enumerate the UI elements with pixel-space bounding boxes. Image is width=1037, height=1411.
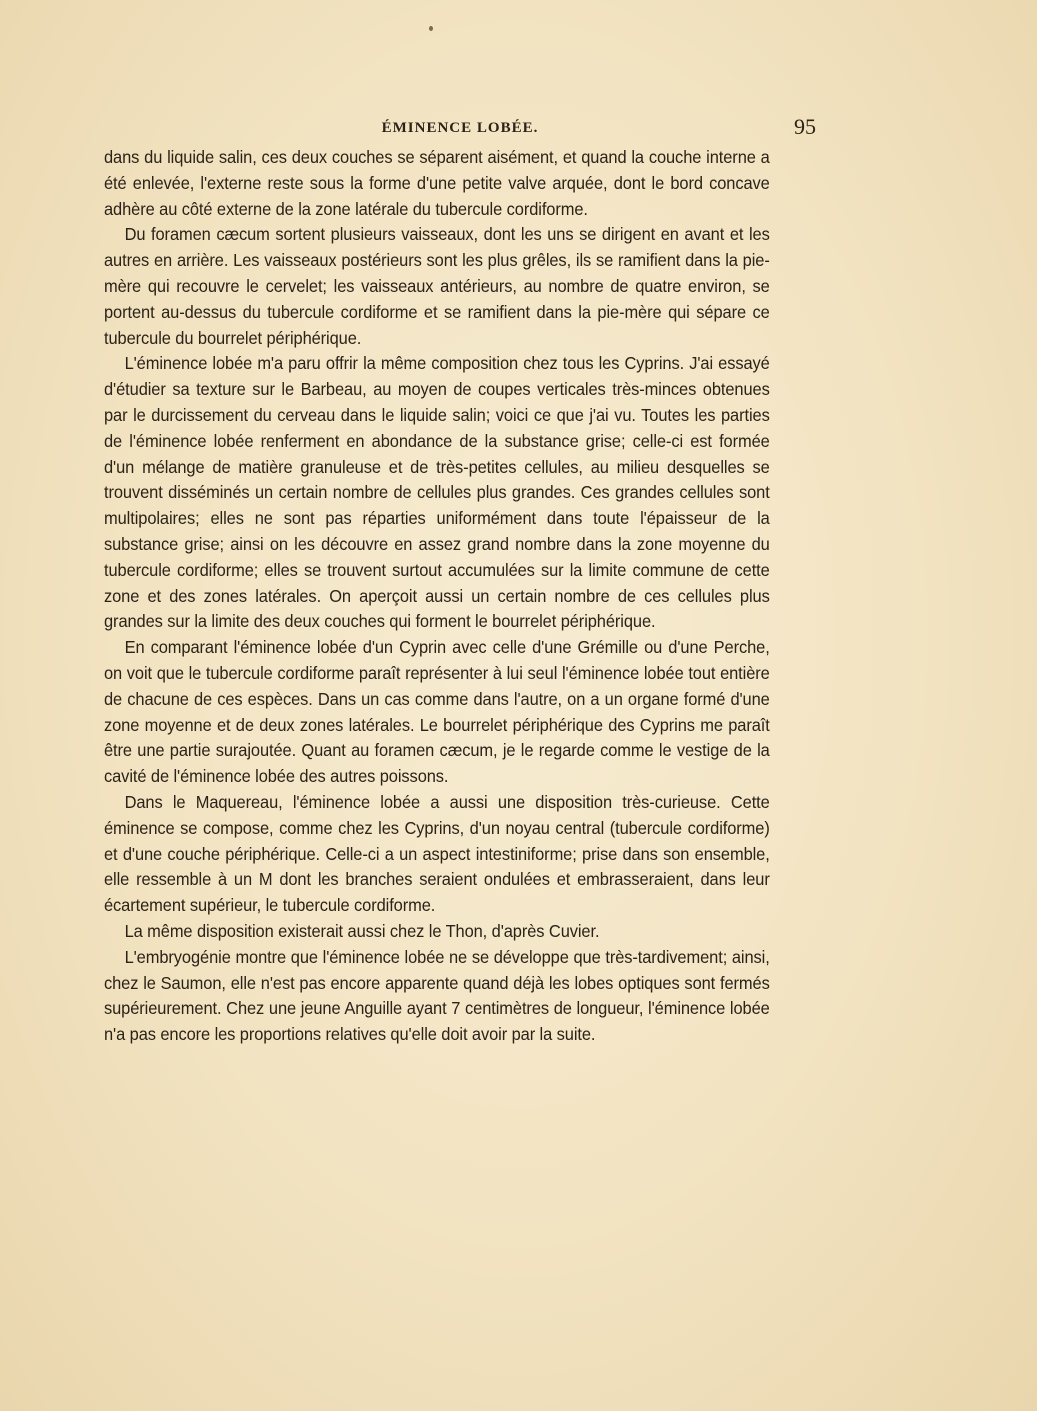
body-text [104, 145, 770, 1048]
paragraph-comparaison: En comparant l'éminence lobée d'un Cyprin avec celle d'une Grémille ou d'une Perche, on voit que le tubercule cordiforme paraît représenter à lui seul l'éminence lobée tout entière de chacune de ces espèces. Dans un cas comme dans l'autre, on a un organe formé d'une zone moyenne et de deux zones latérales. Le bourrelet périphérique des Cyprins me paraît être une partie surajoutée. Quant au foramen cæcum, je le regarde comme le vestige de la cavité de l'éminence lobée des autres poissons. [104, 637, 770, 787]
paragraph-embryogenie: L'embryogénie montre que l'éminence lobée ne se développe que très-tardivement; ainsi, chez le Saumon, elle n'est pas encore apparente quand déjà les lobes optiques sont fermés supérieurement. Chez une jeune Anguille ayant 7 centimètres de longueur, l'éminence lobée n'a pas encore les proportions relatives qu'elle doit avoir par la suite. [104, 946, 770, 1045]
running-head [104, 114, 816, 144]
paragraph-thon: La même disposition existerait aussi chez le Thon, d'après Cuvier. [124, 920, 600, 941]
paragraph-foramen-caecum: Du foramen cæcum sortent plusieurs vaisseaux, dont les uns se dirigent en avant et les autres en arrière. Les vaisseaux postérieurs sont les plus grêles, ils se ramifient dans la pie-mère qui recouvre le cervelet; les vaisseaux antérieurs, au nombre de quatre environ, se portent au-dessus du tubercule cordiforme et se ramifient dans la pie-mère qui sépare ce tubercule du bourrelet périphérique. [104, 224, 770, 348]
running-title: ÉMINENCE LOBÉE. [381, 120, 539, 136]
ink-speck [429, 26, 433, 31]
page-number: 95 [794, 114, 816, 139]
paragraph-composition-cyprins: L'éminence lobée m'a paru offrir la même composition chez tous les Cyprins. J'ai essayé d'étudier sa texture sur le Barbeau, au moyen de coupes verticales très-minces obtenues par le durcissement du cerveau dans le liquide salin; voici ce que j'ai vu. Toutes les parties de l'éminence lobée renferment en abondance de la substance grise; celle-ci est formée d'un mélange de matière granuleuse et de très-petites cellules, au milieu desquelles se trouvent disséminés un certain nombre de cellules plus grandes. Ces grandes cellules sont multipolaires; elles ne sont pas réparties uniformément dans toute l'épaisseur de la substance grise; ainsi on les découvre en assez grand nombre dans la zone moyenne du tubercule cordiforme; elles se trouvent surtout accumulées sur la limite commune de cette zone et des zones latérales. On aperçoit aussi un certain nombre de ces cellules plus grandes sur la limite des deux couches qui forment le bourrelet périphérique. [104, 353, 770, 632]
paragraph-continued: dans du liquide salin, ces deux couches se séparent aisément, et quand la couche interne a été enlevée, l'externe reste sous la forme d'une petite valve arquée, dont le bord concave adhère au côté externe de la zone latérale du tubercule cordiforme. [104, 147, 770, 219]
paragraph-maquereau: Dans le Maquereau, l'éminence lobée a aussi une disposition très-curieuse. Cette éminence se compose, comme chez les Cyprins, d'un noyau central (tubercule cordiforme) et d'une couche périphérique. Celle-ci a un aspect intestiniforme; prise dans son ensemble, elle ressemble à un M dont les branches seraient ondulées et embrasseraient, dans leur écartement supérieur, le tubercule cordiforme. [104, 791, 770, 916]
